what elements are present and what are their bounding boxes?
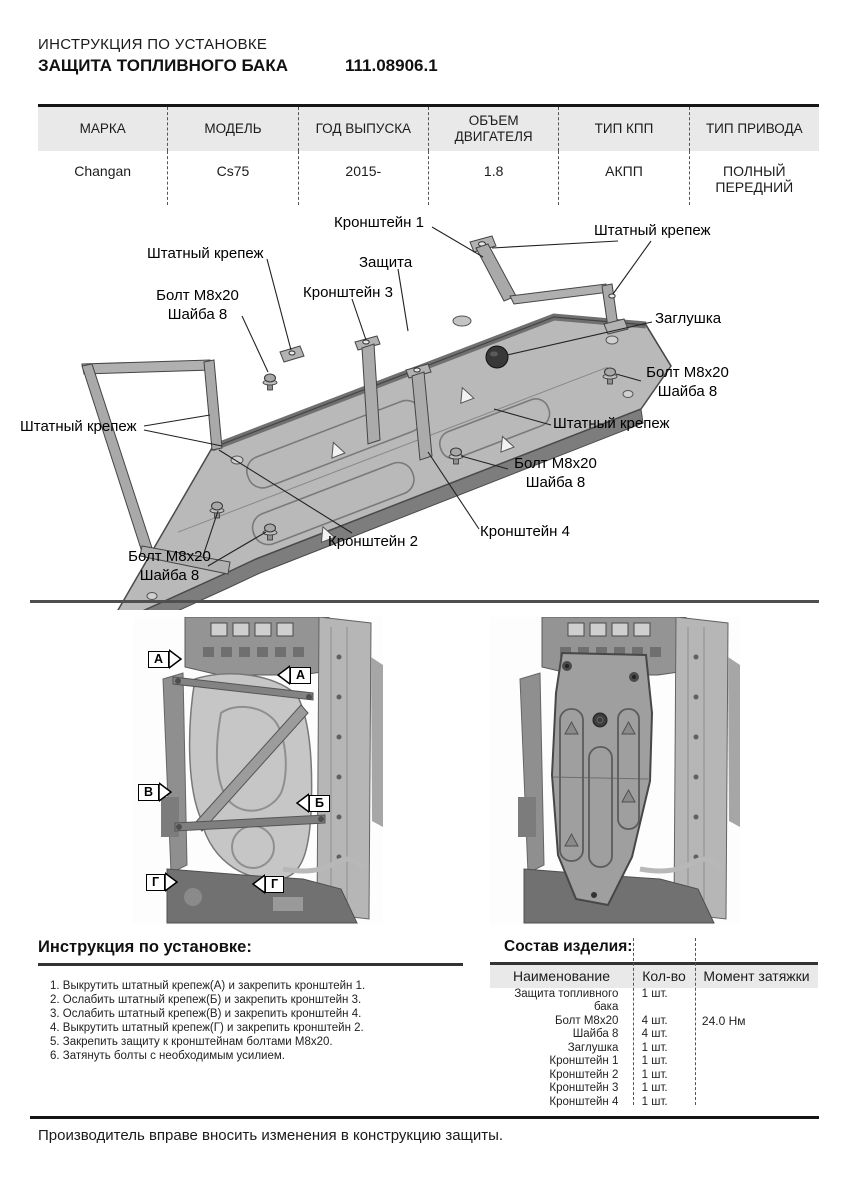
label-oem-fastener-top-left: Штатный крепеж bbox=[147, 245, 264, 262]
oem-fastener-point bbox=[280, 346, 304, 362]
parts-row bbox=[490, 1042, 818, 1056]
bolt-hole bbox=[147, 593, 157, 600]
arrow-left-icon bbox=[277, 665, 290, 685]
spec-header-row bbox=[38, 107, 819, 151]
marker-G-right bbox=[252, 874, 284, 894]
part-torque bbox=[684, 988, 818, 1015]
footer-rule bbox=[30, 1116, 819, 1119]
bolt-hole bbox=[231, 456, 243, 464]
marker-B bbox=[296, 793, 330, 813]
arrow-right-icon bbox=[159, 782, 172, 802]
marker-label: В bbox=[138, 784, 159, 801]
label-bracket-4: Кронштейн 4 bbox=[480, 523, 570, 540]
part-name: Болт М8х20 bbox=[554, 1014, 619, 1027]
parts-column-divider bbox=[695, 938, 696, 1105]
marker-label: А bbox=[290, 667, 311, 684]
installed-plug bbox=[593, 713, 607, 727]
spec-value-model: Cs75 bbox=[167, 151, 297, 205]
part-name: Кронштейн 3 bbox=[549, 1082, 619, 1094]
doc-type-title: ИНСТРУКЦИЯ ПО УСТАНОВКЕ bbox=[38, 36, 268, 53]
parts-row bbox=[490, 1069, 818, 1083]
vehicle-spec-table bbox=[38, 104, 819, 205]
marker-label: Г bbox=[265, 876, 284, 893]
part-name: Заглушка bbox=[567, 1041, 619, 1054]
spec-header-drive: ТИП ПРИВОДА bbox=[689, 107, 819, 151]
install-step: 4. Выкрутить штатный крепеж(Г) и закрепить кронштейн 2. bbox=[50, 1021, 364, 1034]
label-bolt-line: Болт М8х20 bbox=[514, 455, 597, 472]
bolt-hole bbox=[623, 391, 633, 398]
part-torque bbox=[684, 1096, 818, 1110]
part-torque bbox=[684, 1055, 818, 1069]
part-number: 111.08906.1 bbox=[345, 56, 438, 75]
label-bolt-line: Болт М8х20 bbox=[128, 548, 211, 565]
parts-row bbox=[490, 1055, 818, 1069]
spec-header-model: МОДЕЛЬ bbox=[167, 107, 297, 151]
part-qty: 1 шт. bbox=[641, 987, 668, 1000]
install-step: 5. Закрепить защиту к кронштейнам болтами М8х20. bbox=[50, 1035, 333, 1048]
part-qty: 1 шт. bbox=[641, 1041, 668, 1054]
label-bracket-3: Кронштейн 3 bbox=[303, 284, 393, 301]
spec-header-engine: ОБЪЕМ ДВИГАТЕЛЯ bbox=[428, 107, 558, 151]
parts-row bbox=[490, 1028, 818, 1042]
parts-header-torque: Момент затяжки bbox=[703, 968, 810, 984]
install-step: 3. Ослабить штатный крепеж(В) и закрепить кронштейн 4. bbox=[50, 1007, 362, 1020]
label-bolt-washer-top-left bbox=[150, 286, 245, 324]
spec-value-drive: ПОЛНЫЙ ПЕРЕДНИЙ bbox=[689, 151, 819, 205]
label-bolt-washer-bottom-left bbox=[122, 547, 217, 585]
install-step: 1. Выкрутить штатный крепеж(А) и закрепить кронштейн 1. bbox=[50, 979, 366, 992]
marker-label: Г bbox=[146, 874, 165, 891]
arrow-left-icon bbox=[296, 793, 309, 813]
part-name: Шайба 8 bbox=[572, 1028, 619, 1040]
spec-header-year: ГОД ВЫПУСКА bbox=[298, 107, 428, 151]
install-title-rule bbox=[38, 963, 463, 966]
parts-row bbox=[490, 1082, 818, 1096]
spec-value-marka: Changan bbox=[74, 163, 132, 179]
part-name: Кронштейн 4 bbox=[549, 1095, 619, 1108]
label-bolt-washer-right-lower bbox=[508, 454, 603, 492]
bolt-m8x20 bbox=[263, 374, 277, 390]
arrow-right-icon bbox=[169, 649, 182, 669]
spec-value-year: 2015- bbox=[298, 151, 428, 205]
install-instructions-section bbox=[38, 938, 463, 1063]
parts-row bbox=[490, 1096, 818, 1110]
part-qty: 4 шт. bbox=[641, 1028, 668, 1040]
part-torque bbox=[684, 1082, 818, 1096]
plug bbox=[486, 346, 508, 368]
label-washer-line: Шайба 8 bbox=[139, 567, 200, 584]
parts-row bbox=[490, 1015, 818, 1029]
part-qty: 4 шт. bbox=[641, 1014, 668, 1027]
parts-row bbox=[490, 988, 818, 1015]
label-bracket-2: Кронштейн 2 bbox=[328, 533, 418, 550]
label-washer-line: Шайба 8 bbox=[167, 306, 228, 323]
section-divider bbox=[30, 600, 819, 603]
parts-section-title: Состав изделия: bbox=[504, 938, 633, 955]
service-hole bbox=[453, 316, 471, 326]
part-name: Кронштейн 2 bbox=[549, 1068, 619, 1081]
part-qty: 1 шт. bbox=[641, 1055, 668, 1067]
part-name: Защита топливного бака bbox=[514, 987, 619, 1013]
spec-header-gearbox: ТИП КПП bbox=[558, 107, 688, 151]
label-washer-line: Шайба 8 bbox=[657, 383, 718, 400]
label-bracket-1: Кронштейн 1 bbox=[334, 214, 424, 231]
part-qty: 1 шт. bbox=[641, 1095, 668, 1108]
label-oem-fastener-left: Штатный крепеж bbox=[20, 418, 137, 435]
marker-V bbox=[138, 782, 172, 802]
label-protection: Защита bbox=[359, 254, 413, 271]
spec-value-gearbox: АКПП bbox=[558, 151, 688, 205]
marker-A-left bbox=[148, 649, 182, 669]
label-plug: Заглушка bbox=[655, 310, 722, 327]
spec-header-marka: МАРКА bbox=[79, 121, 126, 136]
part-torque bbox=[684, 1042, 818, 1056]
spec-value-row bbox=[38, 151, 819, 205]
part-torque bbox=[684, 1069, 818, 1083]
label-bolt-line: Болт М8х20 bbox=[646, 364, 729, 381]
arrow-left-icon bbox=[252, 874, 265, 894]
part-name: Кронштейн 1 bbox=[549, 1055, 619, 1067]
parts-column-divider bbox=[633, 938, 634, 1105]
install-steps-list bbox=[50, 979, 463, 1063]
parts-header-qty: Кол-во bbox=[642, 968, 686, 984]
install-step: 6. Затянуть болты с необходимым усилием. bbox=[50, 1049, 285, 1062]
marker-G-left bbox=[146, 872, 178, 892]
marker-label: А bbox=[148, 651, 169, 668]
install-step: 2. Ослабить штатный крепеж(Б) и закрепить кронштейн 3. bbox=[50, 993, 362, 1006]
part-torque: 24.0 Нм bbox=[701, 1013, 746, 1028]
part-torque bbox=[684, 1028, 818, 1042]
label-bolt-line: Болт М8х20 bbox=[156, 287, 239, 304]
label-oem-fastener-mid-right: Штатный крепеж bbox=[553, 415, 670, 432]
bolt-hole bbox=[606, 336, 618, 344]
arrow-right-icon bbox=[165, 872, 178, 892]
marker-label: Б bbox=[309, 795, 330, 812]
install-section-title: Инструкция по установке: bbox=[38, 938, 252, 956]
marker-A-right bbox=[277, 665, 311, 685]
parts-list-section bbox=[490, 938, 818, 1109]
parts-header-row bbox=[490, 965, 818, 988]
spec-value-engine: 1.8 bbox=[428, 151, 558, 205]
part-qty: 1 шт. bbox=[641, 1068, 668, 1081]
label-bolt-washer-right-upper bbox=[640, 363, 735, 401]
label-oem-fastener-top-right: Штатный крепеж bbox=[594, 222, 711, 239]
plug-highlight bbox=[490, 352, 498, 357]
footer-note: Производитель вправе вносить изменения в конструкцию защиты. bbox=[38, 1127, 504, 1144]
photo-underbody-after bbox=[490, 617, 740, 925]
label-washer-line: Шайба 8 bbox=[525, 474, 586, 491]
parts-header-name: Наименование bbox=[512, 968, 611, 984]
product-title: ЗАЩИТА ТОПЛИВНОГО БАКА bbox=[38, 56, 288, 75]
part-qty: 1 шт. bbox=[641, 1082, 668, 1094]
